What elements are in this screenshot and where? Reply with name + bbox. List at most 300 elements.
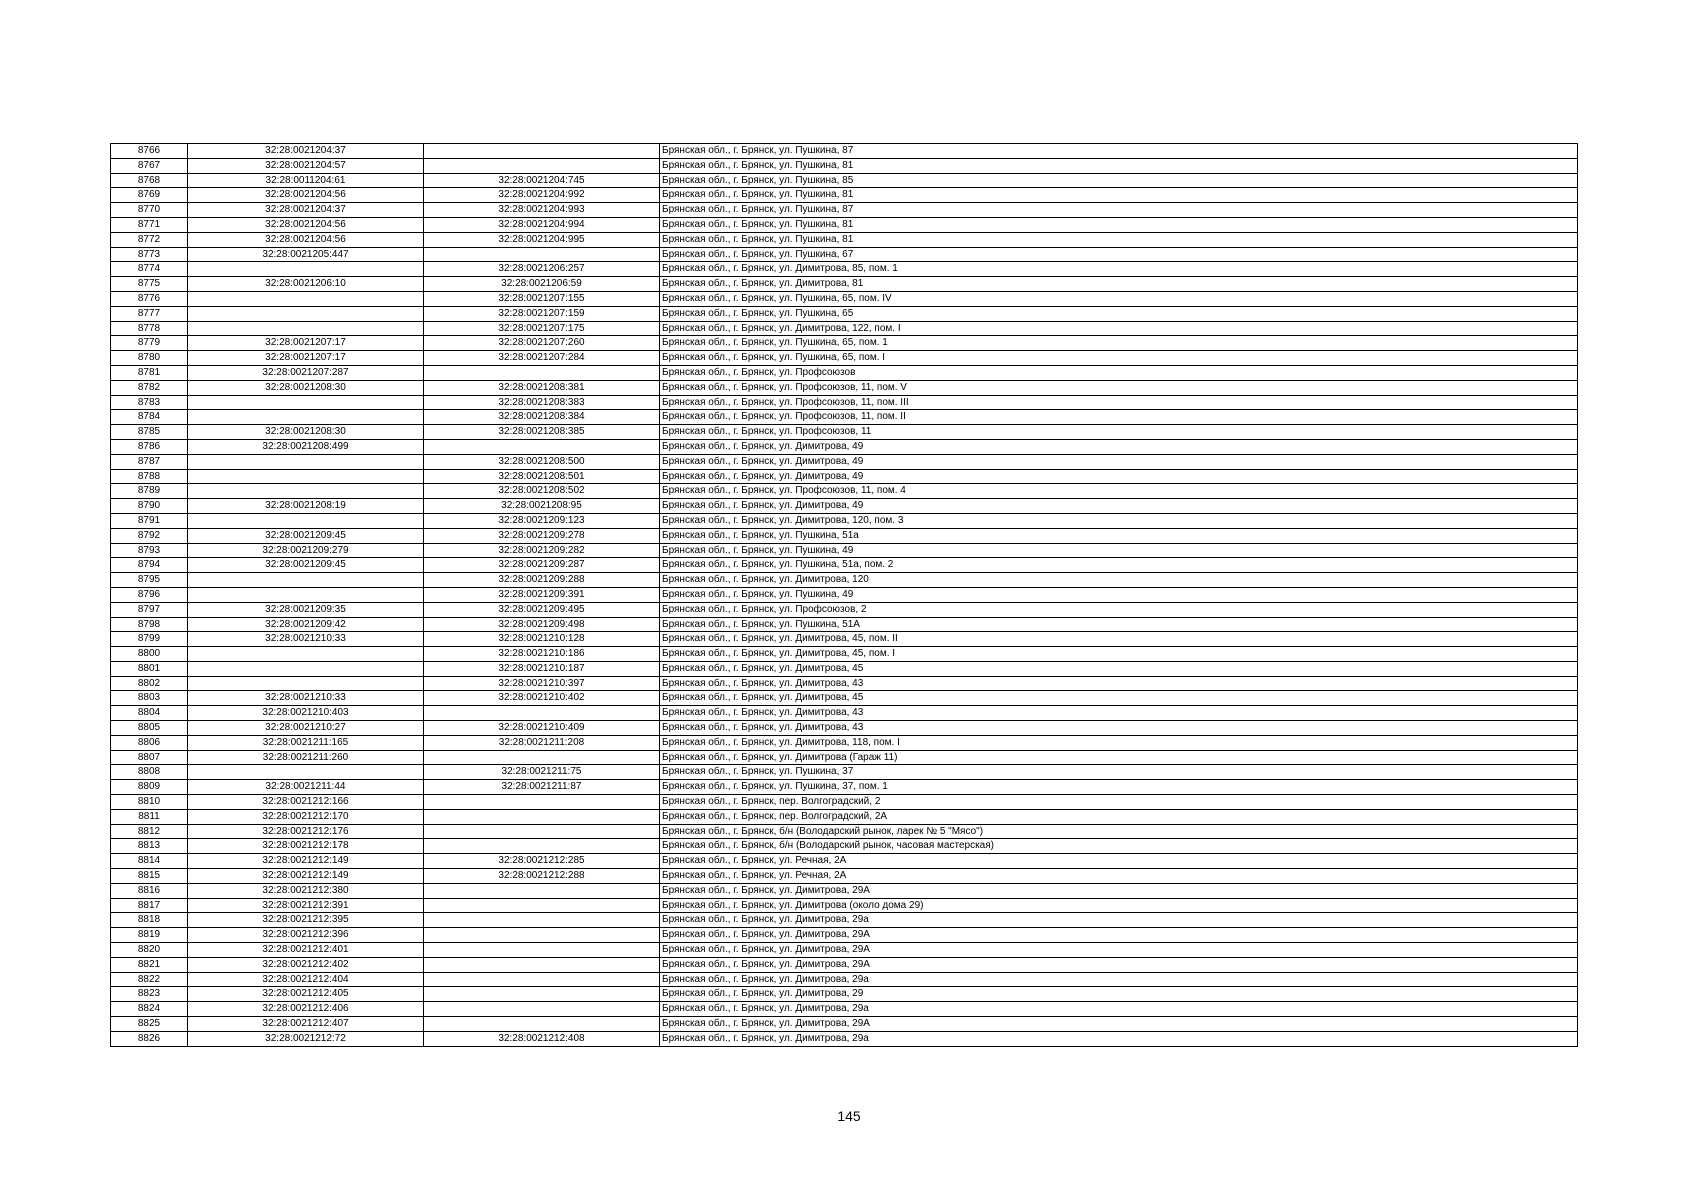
table-row <box>111 913 1578 928</box>
object-cadastral-number-cell <box>424 750 660 765</box>
object-cadastral-number-cell: 32:28:0021208:383 <box>424 395 660 410</box>
object-cadastral-number-cell <box>424 1002 660 1017</box>
object-cadastral-number-cell <box>424 928 660 943</box>
cadastral-number-cell: 32:28:0021212:405 <box>188 987 424 1002</box>
table-row <box>111 351 1578 366</box>
address-cell: Брянская обл., г. Брянск, ул. Димитрова (Гараж 11) <box>660 750 1578 765</box>
row-number-cell: 8817 <box>111 898 188 913</box>
row-number-cell: 8784 <box>111 410 188 425</box>
object-cadastral-number-cell: 32:28:0021207:155 <box>424 291 660 306</box>
cadastral-number-cell <box>188 661 424 676</box>
row-number-cell: 8785 <box>111 425 188 440</box>
row-number-cell: 8815 <box>111 869 188 884</box>
object-cadastral-number-cell: 32:28:0021210:128 <box>424 632 660 647</box>
cadastral-number-cell: 32:28:0021208:19 <box>188 499 424 514</box>
cadastral-number-cell: 32:28:0021212:401 <box>188 943 424 958</box>
cadastral-number-cell: 32:28:0021209:35 <box>188 602 424 617</box>
row-number-cell: 8788 <box>111 469 188 484</box>
object-cadastral-number-cell <box>424 809 660 824</box>
cadastral-number-cell: 32:28:0021212:395 <box>188 913 424 928</box>
page-number: 145 <box>837 1108 861 1124</box>
address-cell: Брянская обл., г. Брянск, ул. Димитрова, 45, пом. II <box>660 632 1578 647</box>
address-cell: Брянская обл., г. Брянск, ул. Профсоюзов, 2 <box>660 602 1578 617</box>
cadastral-number-cell <box>188 647 424 662</box>
object-cadastral-number-cell <box>424 987 660 1002</box>
address-cell: Брянская обл., г. Брянск, ул. Пушкина, 81 <box>660 232 1578 247</box>
row-number-cell: 8820 <box>111 943 188 958</box>
object-cadastral-number-cell: 32:28:0021208:95 <box>424 499 660 514</box>
cadastral-number-cell: 32:28:0021212:170 <box>188 809 424 824</box>
table-row <box>111 469 1578 484</box>
object-cadastral-number-cell <box>424 1017 660 1032</box>
cadastral-number-cell <box>188 262 424 277</box>
row-number-cell: 8824 <box>111 1002 188 1017</box>
address-cell: Брянская обл., г. Брянск, ул. Профсоюзов, 11, пом. III <box>660 395 1578 410</box>
cadastral-number-cell: 32:28:0021212:406 <box>188 1002 424 1017</box>
object-cadastral-number-cell <box>424 883 660 898</box>
address-cell: Брянская обл., г. Брянск, ул. Димитрова, 122, пом. I <box>660 321 1578 336</box>
table-row <box>111 543 1578 558</box>
row-number-cell: 8802 <box>111 676 188 691</box>
address-cell: Брянская обл., г. Брянск, ул. Димитрова, 29А <box>660 1017 1578 1032</box>
row-number-cell: 8790 <box>111 499 188 514</box>
address-cell: Брянская обл., г. Брянск, ул. Пушкина, 67 <box>660 247 1578 262</box>
object-cadastral-number-cell <box>424 144 660 159</box>
address-cell: Брянская обл., г. Брянск, ул. Пушкина, 81 <box>660 188 1578 203</box>
object-cadastral-number-cell <box>424 247 660 262</box>
object-cadastral-number-cell: 32:28:0021211:87 <box>424 780 660 795</box>
table-row <box>111 439 1578 454</box>
row-number-cell: 8814 <box>111 854 188 869</box>
address-cell: Брянская обл., г. Брянск, ул. Пушкина, 87 <box>660 203 1578 218</box>
object-cadastral-number-cell: 32:28:0021210:402 <box>424 691 660 706</box>
table-row <box>111 809 1578 824</box>
row-number-cell: 8776 <box>111 291 188 306</box>
cadastral-number-cell: 32:28:0021212:176 <box>188 824 424 839</box>
row-number-cell: 8797 <box>111 602 188 617</box>
object-cadastral-number-cell: 32:28:0021210:186 <box>424 647 660 662</box>
address-cell: Брянская обл., г. Брянск, ул. Пушкина, 81 <box>660 158 1578 173</box>
table-row <box>111 573 1578 588</box>
object-cadastral-number-cell: 32:28:0021212:285 <box>424 854 660 869</box>
address-cell: Брянская обл., г. Брянск, ул. Димитрова, 29а <box>660 1002 1578 1017</box>
object-cadastral-number-cell <box>424 439 660 454</box>
table-row <box>111 484 1578 499</box>
row-number-cell: 8774 <box>111 262 188 277</box>
table-row <box>111 144 1578 159</box>
object-cadastral-number-cell: 32:28:0021210:397 <box>424 676 660 691</box>
row-number-cell: 8778 <box>111 321 188 336</box>
object-cadastral-number-cell: 32:28:0021207:284 <box>424 351 660 366</box>
cadastral-number-cell: 32:28:0021210:27 <box>188 721 424 736</box>
row-number-cell: 8783 <box>111 395 188 410</box>
object-cadastral-number-cell <box>424 795 660 810</box>
row-number-cell: 8766 <box>111 144 188 159</box>
table-row <box>111 780 1578 795</box>
address-cell: Брянская обл., г. Брянск, ул. Пушкина, 51А <box>660 617 1578 632</box>
object-cadastral-number-cell: 32:28:0021212:408 <box>424 1031 660 1046</box>
table-row <box>111 676 1578 691</box>
address-cell: Брянская обл., г. Брянск, ул. Пушкина, 85 <box>660 173 1578 188</box>
table-row <box>111 513 1578 528</box>
object-cadastral-number-cell: 32:28:0021204:995 <box>424 232 660 247</box>
table-row <box>111 839 1578 854</box>
row-number-cell: 8825 <box>111 1017 188 1032</box>
row-number-cell: 8805 <box>111 721 188 736</box>
address-cell: Брянская обл., г. Брянск, ул. Димитрова, 45 <box>660 691 1578 706</box>
cadastral-number-cell <box>188 306 424 321</box>
table-row <box>111 735 1578 750</box>
row-number-cell: 8810 <box>111 795 188 810</box>
table-row <box>111 365 1578 380</box>
cadastral-number-cell: 32:28:0021210:403 <box>188 706 424 721</box>
address-cell: Брянская обл., г. Брянск, ул. Пушкина, 37, пом. 1 <box>660 780 1578 795</box>
row-number-cell: 8812 <box>111 824 188 839</box>
cadastral-number-cell: 32:28:0021207:17 <box>188 351 424 366</box>
cadastral-number-cell <box>188 484 424 499</box>
cadastral-number-cell: 32:28:0021208:499 <box>188 439 424 454</box>
cadastral-number-cell <box>188 321 424 336</box>
address-cell: Брянская обл., г. Брянск, ул. Димитрова, 43 <box>660 676 1578 691</box>
address-cell: Брянская обл., г. Брянск, ул. Профсоюзов, 11 <box>660 425 1578 440</box>
cadastral-number-cell: 32:28:0021207:17 <box>188 336 424 351</box>
row-number-cell: 8822 <box>111 972 188 987</box>
cadastral-number-cell: 32:28:0021210:33 <box>188 691 424 706</box>
address-cell: Брянская обл., г. Брянск, ул. Димитрова, 29А <box>660 928 1578 943</box>
table-row <box>111 291 1578 306</box>
cadastral-number-cell: 32:28:0021210:33 <box>188 632 424 647</box>
address-cell: Брянская обл., г. Брянск, пер. Волгоградский, 2 <box>660 795 1578 810</box>
row-number-cell: 8823 <box>111 987 188 1002</box>
table-row <box>111 173 1578 188</box>
cadastral-number-cell: 32:28:0021212:149 <box>188 869 424 884</box>
row-number-cell: 8809 <box>111 780 188 795</box>
object-cadastral-number-cell: 32:28:0021208:501 <box>424 469 660 484</box>
address-cell: Брянская обл., г. Брянск, ул. Димитрова (около дома 29) <box>660 898 1578 913</box>
cadastral-number-cell <box>188 395 424 410</box>
object-cadastral-number-cell: 32:28:0021209:391 <box>424 587 660 602</box>
cadastral-number-cell <box>188 454 424 469</box>
cadastral-number-cell: 32:28:0021208:30 <box>188 380 424 395</box>
table-row <box>111 380 1578 395</box>
row-number-cell: 8811 <box>111 809 188 824</box>
table-row <box>111 972 1578 987</box>
row-number-cell: 8780 <box>111 351 188 366</box>
row-number-cell: 8796 <box>111 587 188 602</box>
object-cadastral-number-cell <box>424 972 660 987</box>
object-cadastral-number-cell: 32:28:0021208:384 <box>424 410 660 425</box>
cadastral-number-cell: 32:28:0021204:37 <box>188 144 424 159</box>
cadastral-number-cell: 32:28:0021205:447 <box>188 247 424 262</box>
address-cell: Брянская обл., г. Брянск, ул. Димитрова, 85, пом. 1 <box>660 262 1578 277</box>
cadastral-number-cell <box>188 513 424 528</box>
cadastral-number-cell: 32:28:0021209:45 <box>188 528 424 543</box>
table-row <box>111 321 1578 336</box>
cadastral-number-cell <box>188 469 424 484</box>
address-cell: Брянская обл., г. Брянск, ул. Димитрова, 29 <box>660 987 1578 1002</box>
table-row <box>111 410 1578 425</box>
object-cadastral-number-cell <box>424 957 660 972</box>
address-cell: Брянская обл., г. Брянск, б/н (Володарский рынок, ларек № 5 "Мясо") <box>660 824 1578 839</box>
address-cell: Брянская обл., г. Брянск, ул. Речная, 2А <box>660 854 1578 869</box>
cadastral-number-cell: 32:28:0021208:30 <box>188 425 424 440</box>
cadastral-number-cell: 32:28:0021212:404 <box>188 972 424 987</box>
table-row <box>111 824 1578 839</box>
object-cadastral-number-cell: 32:28:0021206:59 <box>424 277 660 292</box>
table-row <box>111 943 1578 958</box>
address-cell: Брянская обл., г. Брянск, ул. Димитрова, 120, пом. 3 <box>660 513 1578 528</box>
address-cell: Брянская обл., г. Брянск, ул. Пушкина, 65, пом. I <box>660 351 1578 366</box>
table-row <box>111 558 1578 573</box>
cadastral-number-cell <box>188 676 424 691</box>
object-cadastral-number-cell <box>424 913 660 928</box>
table-row <box>111 1002 1578 1017</box>
object-cadastral-number-cell: 32:28:0021207:159 <box>424 306 660 321</box>
table-row <box>111 987 1578 1002</box>
table-row <box>111 1031 1578 1046</box>
cadastral-number-cell: 32:28:0021204:57 <box>188 158 424 173</box>
object-cadastral-number-cell: 32:28:0021209:123 <box>424 513 660 528</box>
table-row <box>111 795 1578 810</box>
object-cadastral-number-cell <box>424 158 660 173</box>
address-cell: Брянская обл., г. Брянск, ул. Димитрова, 45, пом. I <box>660 647 1578 662</box>
row-number-cell: 8795 <box>111 573 188 588</box>
address-cell: Брянская обл., г. Брянск, ул. Профсоюзов <box>660 365 1578 380</box>
table-row <box>111 262 1578 277</box>
row-number-cell: 8767 <box>111 158 188 173</box>
object-cadastral-number-cell: 32:28:0021207:175 <box>424 321 660 336</box>
registry-table <box>110 143 1578 1047</box>
cadastral-number-cell: 32:28:0021207:287 <box>188 365 424 380</box>
row-number-cell: 8786 <box>111 439 188 454</box>
row-number-cell: 8791 <box>111 513 188 528</box>
address-cell: Брянская обл., г. Брянск, ул. Пушкина, 81 <box>660 217 1578 232</box>
table-row <box>111 158 1578 173</box>
object-cadastral-number-cell: 32:28:0021210:409 <box>424 721 660 736</box>
cadastral-number-cell: 32:28:0011204:61 <box>188 173 424 188</box>
address-cell: Брянская обл., г. Брянск, ул. Пушкина, 49 <box>660 543 1578 558</box>
address-cell: Брянская обл., г. Брянск, ул. Димитрова, 49 <box>660 454 1578 469</box>
row-number-cell: 8771 <box>111 217 188 232</box>
address-cell: Брянская обл., г. Брянск, б/н (Володарский рынок, часовая мастерская) <box>660 839 1578 854</box>
object-cadastral-number-cell: 32:28:0021211:75 <box>424 765 660 780</box>
address-cell: Брянская обл., г. Брянск, ул. Димитрова, 49 <box>660 469 1578 484</box>
row-number-cell: 8819 <box>111 928 188 943</box>
object-cadastral-number-cell <box>424 365 660 380</box>
cadastral-number-cell: 32:28:0021212:178 <box>188 839 424 854</box>
table-row <box>111 706 1578 721</box>
object-cadastral-number-cell: 32:28:0021208:385 <box>424 425 660 440</box>
cadastral-number-cell <box>188 410 424 425</box>
address-cell: Брянская обл., г. Брянск, ул. Пушкина, 37 <box>660 765 1578 780</box>
cadastral-number-cell: 32:28:0021212:72 <box>188 1031 424 1046</box>
row-number-cell: 8798 <box>111 617 188 632</box>
row-number-cell: 8773 <box>111 247 188 262</box>
row-number-cell: 8806 <box>111 735 188 750</box>
address-cell: Брянская обл., г. Брянск, ул. Пушкина, 51а, пом. 2 <box>660 558 1578 573</box>
row-number-cell: 8818 <box>111 913 188 928</box>
cadastral-number-cell: 32:28:0021204:37 <box>188 203 424 218</box>
address-cell: Брянская обл., г. Брянск, ул. Профсоюзов, 11, пом. V <box>660 380 1578 395</box>
cadastral-number-cell: 32:28:0021212:391 <box>188 898 424 913</box>
address-cell: Брянская обл., г. Брянск, ул. Пушкина, 49 <box>660 587 1578 602</box>
cadastral-number-cell: 32:28:0021204:56 <box>188 188 424 203</box>
row-number-cell: 8813 <box>111 839 188 854</box>
object-cadastral-number-cell: 32:28:0021204:992 <box>424 188 660 203</box>
row-number-cell: 8769 <box>111 188 188 203</box>
object-cadastral-number-cell: 32:28:0021204:994 <box>424 217 660 232</box>
object-cadastral-number-cell: 32:28:0021210:187 <box>424 661 660 676</box>
row-number-cell: 8807 <box>111 750 188 765</box>
row-number-cell: 8789 <box>111 484 188 499</box>
table-row <box>111 336 1578 351</box>
object-cadastral-number-cell: 32:28:0021209:288 <box>424 573 660 588</box>
object-cadastral-number-cell: 32:28:0021207:260 <box>424 336 660 351</box>
table-row <box>111 647 1578 662</box>
table-row <box>111 617 1578 632</box>
row-number-cell: 8770 <box>111 203 188 218</box>
table-row <box>111 869 1578 884</box>
table-row <box>111 661 1578 676</box>
table-row <box>111 277 1578 292</box>
object-cadastral-number-cell: 32:28:0021209:282 <box>424 543 660 558</box>
cadastral-number-cell: 32:28:0021212:380 <box>188 883 424 898</box>
address-cell: Брянская обл., г. Брянск, ул. Димитрова, 29А <box>660 957 1578 972</box>
table-row <box>111 587 1578 602</box>
table-row <box>111 188 1578 203</box>
row-number-cell: 8804 <box>111 706 188 721</box>
address-cell: Брянская обл., г. Брянск, ул. Профсоюзов, 11, пом. 4 <box>660 484 1578 499</box>
table-row <box>111 883 1578 898</box>
object-cadastral-number-cell: 32:28:0021212:288 <box>424 869 660 884</box>
object-cadastral-number-cell: 32:28:0021211:208 <box>424 735 660 750</box>
object-cadastral-number-cell: 32:28:0021209:278 <box>424 528 660 543</box>
address-cell: Брянская обл., г. Брянск, ул. Димитрова, 43 <box>660 721 1578 736</box>
address-cell: Брянская обл., г. Брянск, ул. Пушкина, 65 <box>660 306 1578 321</box>
address-cell: Брянская обл., г. Брянск, ул. Димитрова, 81 <box>660 277 1578 292</box>
address-cell: Брянская обл., г. Брянск, ул. Димитрова, 29А <box>660 943 1578 958</box>
object-cadastral-number-cell: 32:28:0021209:287 <box>424 558 660 573</box>
table-row <box>111 395 1578 410</box>
object-cadastral-number-cell <box>424 824 660 839</box>
row-number-cell: 8816 <box>111 883 188 898</box>
table-row <box>111 247 1578 262</box>
table-row <box>111 957 1578 972</box>
table-row <box>111 765 1578 780</box>
object-cadastral-number-cell: 32:28:0021208:500 <box>424 454 660 469</box>
table-row <box>111 691 1578 706</box>
table-row <box>111 898 1578 913</box>
table-row <box>111 750 1578 765</box>
table-row <box>111 928 1578 943</box>
object-cadastral-number-cell: 32:28:0021209:498 <box>424 617 660 632</box>
object-cadastral-number-cell <box>424 706 660 721</box>
object-cadastral-number-cell: 32:28:0021209:495 <box>424 602 660 617</box>
address-cell: Брянская обл., г. Брянск, ул. Пушкина, 51а <box>660 528 1578 543</box>
table-row <box>111 217 1578 232</box>
row-number-cell: 8787 <box>111 454 188 469</box>
address-cell: Брянская обл., г. Брянск, ул. Димитрова, 29а <box>660 1031 1578 1046</box>
row-number-cell: 8772 <box>111 232 188 247</box>
row-number-cell: 8777 <box>111 306 188 321</box>
table-row <box>111 854 1578 869</box>
table-row <box>111 425 1578 440</box>
address-cell: Брянская обл., г. Брянск, ул. Димитрова, 118, пом. I <box>660 735 1578 750</box>
row-number-cell: 8794 <box>111 558 188 573</box>
address-cell: Брянская обл., г. Брянск, ул. Димитрова, 29А <box>660 883 1578 898</box>
row-number-cell: 8781 <box>111 365 188 380</box>
address-cell: Брянская обл., г. Брянск, ул. Пушкина, 65, пом. IV <box>660 291 1578 306</box>
address-cell: Брянская обл., г. Брянск, ул. Димитрова, 29а <box>660 913 1578 928</box>
row-number-cell: 8775 <box>111 277 188 292</box>
row-number-cell: 8768 <box>111 173 188 188</box>
cadastral-number-cell <box>188 291 424 306</box>
object-cadastral-number-cell: 32:28:0021208:502 <box>424 484 660 499</box>
table-row <box>111 499 1578 514</box>
cadastral-number-cell: 32:28:0021209:42 <box>188 617 424 632</box>
cadastral-number-cell: 32:28:0021209:279 <box>188 543 424 558</box>
address-cell: Брянская обл., г. Брянск, ул. Димитрова, 29а <box>660 972 1578 987</box>
cadastral-number-cell: 32:28:0021212:407 <box>188 1017 424 1032</box>
object-cadastral-number-cell: 32:28:0021204:745 <box>424 173 660 188</box>
cadastral-number-cell: 32:28:0021212:402 <box>188 957 424 972</box>
row-number-cell: 8799 <box>111 632 188 647</box>
table-row <box>111 203 1578 218</box>
cadastral-number-cell: 32:28:0021206:10 <box>188 277 424 292</box>
row-number-cell: 8800 <box>111 647 188 662</box>
row-number-cell: 8803 <box>111 691 188 706</box>
object-cadastral-number-cell: 32:28:0021206:257 <box>424 262 660 277</box>
object-cadastral-number-cell <box>424 898 660 913</box>
table-row <box>111 632 1578 647</box>
table-row <box>111 232 1578 247</box>
row-number-cell: 8792 <box>111 528 188 543</box>
table-row <box>111 454 1578 469</box>
address-cell: Брянская обл., г. Брянск, ул. Димитрова, 45 <box>660 661 1578 676</box>
row-number-cell: 8808 <box>111 765 188 780</box>
address-cell: Брянская обл., г. Брянск, ул. Пушкина, 65, пом. 1 <box>660 336 1578 351</box>
table-row <box>111 528 1578 543</box>
address-cell: Брянская обл., г. Брянск, ул. Димитрова, 43 <box>660 706 1578 721</box>
row-number-cell: 8821 <box>111 957 188 972</box>
cadastral-number-cell: 32:28:0021204:56 <box>188 232 424 247</box>
cadastral-number-cell: 32:28:0021212:166 <box>188 795 424 810</box>
cadastral-number-cell: 32:28:0021209:45 <box>188 558 424 573</box>
table-row <box>111 306 1578 321</box>
cadastral-number-cell <box>188 587 424 602</box>
address-cell: Брянская обл., г. Брянск, ул. Речная, 2А <box>660 869 1578 884</box>
address-cell: Брянская обл., г. Брянск, ул. Димитрова, 49 <box>660 439 1578 454</box>
cadastral-number-cell: 32:28:0021212:396 <box>188 928 424 943</box>
cadastral-number-cell <box>188 573 424 588</box>
object-cadastral-number-cell: 32:28:0021204:993 <box>424 203 660 218</box>
row-number-cell: 8793 <box>111 543 188 558</box>
object-cadastral-number-cell: 32:28:0021208:381 <box>424 380 660 395</box>
object-cadastral-number-cell <box>424 943 660 958</box>
cadastral-number-cell: 32:28:0021211:165 <box>188 735 424 750</box>
registry-table-body <box>111 144 1578 1047</box>
row-number-cell: 8801 <box>111 661 188 676</box>
address-cell: Брянская обл., г. Брянск, ул. Димитрова, 120 <box>660 573 1578 588</box>
row-number-cell: 8779 <box>111 336 188 351</box>
cadastral-number-cell: 32:28:0021211:44 <box>188 780 424 795</box>
address-cell: Брянская обл., г. Брянск, ул. Пушкина, 87 <box>660 144 1578 159</box>
cadastral-number-cell <box>188 765 424 780</box>
address-cell: Брянская обл., г. Брянск, ул. Профсоюзов, 11, пом. II <box>660 410 1578 425</box>
row-number-cell: 8826 <box>111 1031 188 1046</box>
cadastral-number-cell: 32:28:0021211:260 <box>188 750 424 765</box>
table-row <box>111 602 1578 617</box>
